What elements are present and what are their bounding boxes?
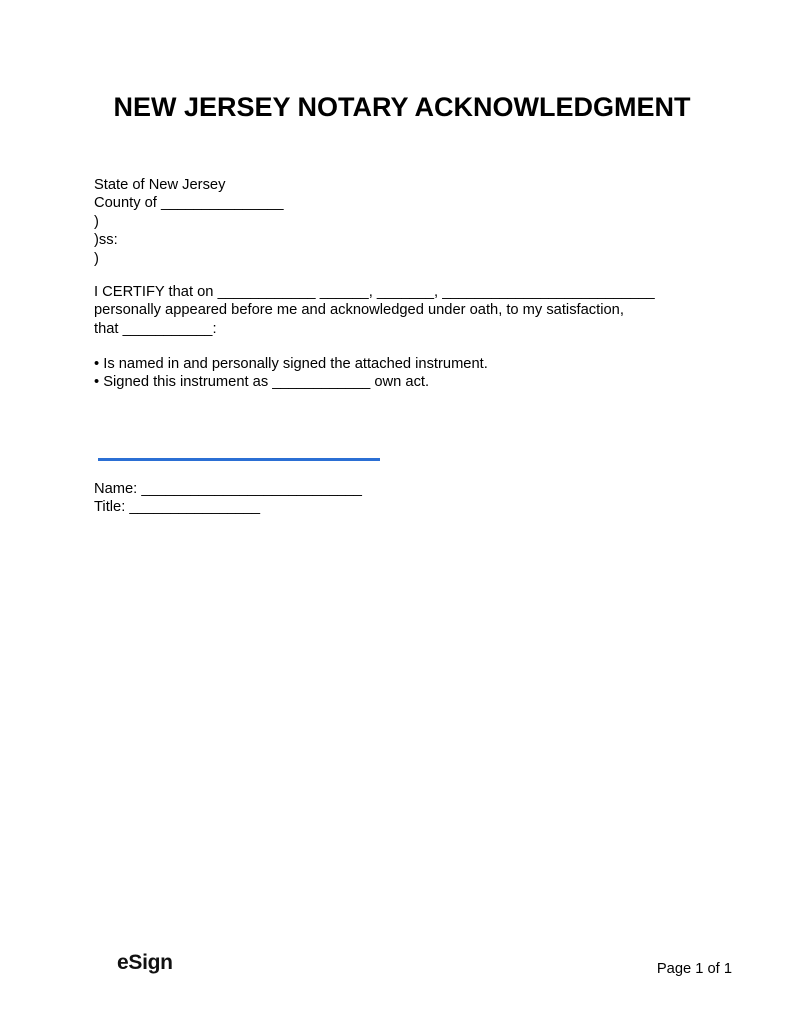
- paren-top: ): [94, 213, 99, 230]
- certify-line-1: [94, 283, 655, 301]
- paren-ss: )ss:: [94, 232, 118, 249]
- name-label: Name:: [94, 481, 138, 497]
- date-month-blank: ____________: [217, 284, 316, 300]
- county-line: [94, 194, 284, 212]
- state-line: State of New Jersey: [94, 177, 226, 193]
- title-line: [94, 498, 362, 516]
- signature-line: [98, 458, 380, 461]
- certification-paragraph: [94, 283, 655, 338]
- that-blank: ___________:: [122, 320, 217, 337]
- esign-logo: eSign: [117, 951, 173, 974]
- certify-intro: I CERTIFY that on: [94, 284, 214, 300]
- venue-block: [94, 176, 284, 268]
- bullet-icon: •: [94, 374, 100, 391]
- paren-bottom: ): [94, 250, 99, 267]
- bullet-icon: •: [94, 356, 100, 372]
- page-number-indicator: Page 1 of 1: [656, 961, 732, 977]
- county-blank: _______________: [160, 195, 284, 212]
- affirmation-item-2: [94, 373, 488, 391]
- title-blank: ________________: [129, 499, 261, 516]
- affirmation-2-prefix: Signed this instrument as: [103, 374, 269, 391]
- that-label: that: [94, 320, 119, 337]
- certify-line-3: [94, 320, 655, 338]
- affirmation-2-suffix: own act.: [374, 374, 430, 391]
- signer-name-blank: __________________________: [442, 284, 655, 300]
- affirmations-list: [94, 355, 488, 392]
- name-blank: ___________________________: [141, 481, 362, 497]
- name-line: [94, 480, 362, 498]
- date-day-blank: ______,: [319, 284, 373, 300]
- notary-identity-block: [94, 480, 362, 517]
- capacity-blank: ____________: [272, 374, 371, 391]
- affirmation-1-text: Is named in and personally signed the attached instrument.: [103, 356, 488, 372]
- affirmation-item-1: [94, 355, 488, 373]
- title-label: Title:: [94, 499, 126, 516]
- county-label: County of: [94, 195, 157, 212]
- certify-line-2: personally appeared before me and acknowledged under oath, to my satisfaction,: [94, 302, 624, 319]
- page-title: NEW JERSEY NOTARY ACKNOWLEDGMENT: [113, 92, 691, 122]
- date-year-blank: _______,: [376, 284, 439, 300]
